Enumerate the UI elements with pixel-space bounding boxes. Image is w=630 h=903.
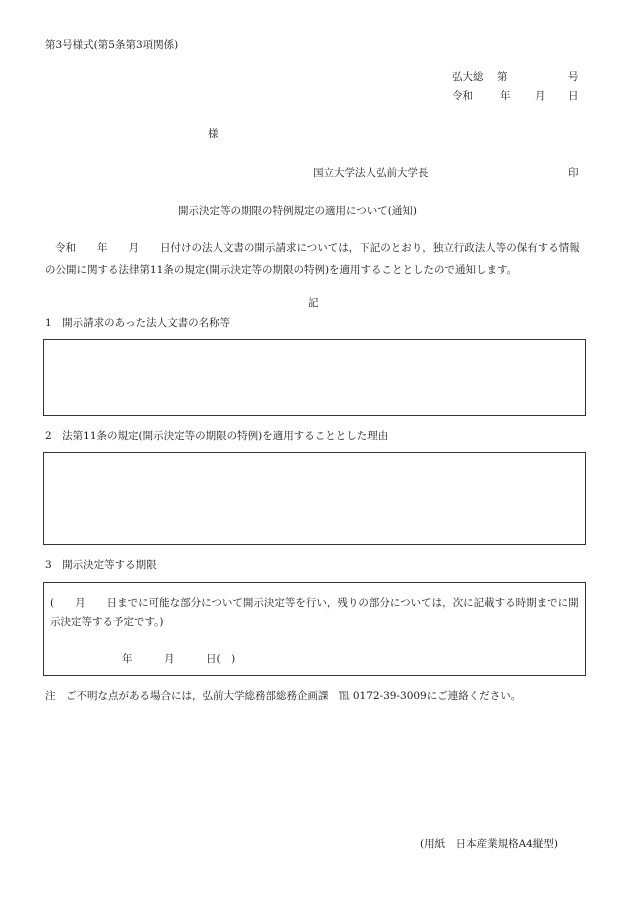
document-number-go: 号 [568,71,579,83]
document-number-prefix: 弘大総 [452,71,484,83]
section-2-box[interactable] [43,452,586,545]
paper-size-note: (用紙 日本産業規格A4縦型) [420,838,558,850]
section-2-heading: 2 法第11条の規定(開示決定等の期限の特例)を適用することとした理由 [45,430,389,442]
sender-name: 国立大学法人弘前大学長 [313,167,429,179]
contact-note: 注 ご不明な点がある場合には，弘前大学総務部総務企画課 ℡ 0172-39-3009にご連絡ください。 [45,690,522,702]
section-3-box-text: ( 月 日までに可能な部分について開示決定等を行い，残りの部分については，次に記載する時期までに開示決定等する予定です。) [50,597,579,628]
date-day: 日 [568,90,579,102]
seal-mark: 印 [568,167,579,179]
ki-heading: 記 [308,297,319,309]
document-title: 開示決定等の期限の特例規定の適用について(通知) [178,205,417,217]
document-number-dai: 第 [497,71,508,83]
date-year: 年 [500,90,511,102]
section-1-heading: 1 開示請求のあった法人文書の名称等 [45,317,231,329]
addressee-suffix: 様 [208,128,219,140]
section-3-heading: 3 開示決定等する期限 [45,559,157,571]
form-number-label: 第3号様式(第5条第3項関係) [45,39,179,51]
section-3-box-date: 年 月 日( ) [122,653,236,665]
date-month: 月 [535,90,546,102]
date-era: 令和 [452,90,473,102]
section-1-box[interactable] [43,339,586,416]
body-paragraph: 令和 年 月 日付けの法人文書の開示請求については，下記のとおり，独立行政法人等の保有する情報の公開に関する法律第11条の規定(開示決定等の期限の特例)を適用することとしたので通知します。 [45,242,580,276]
